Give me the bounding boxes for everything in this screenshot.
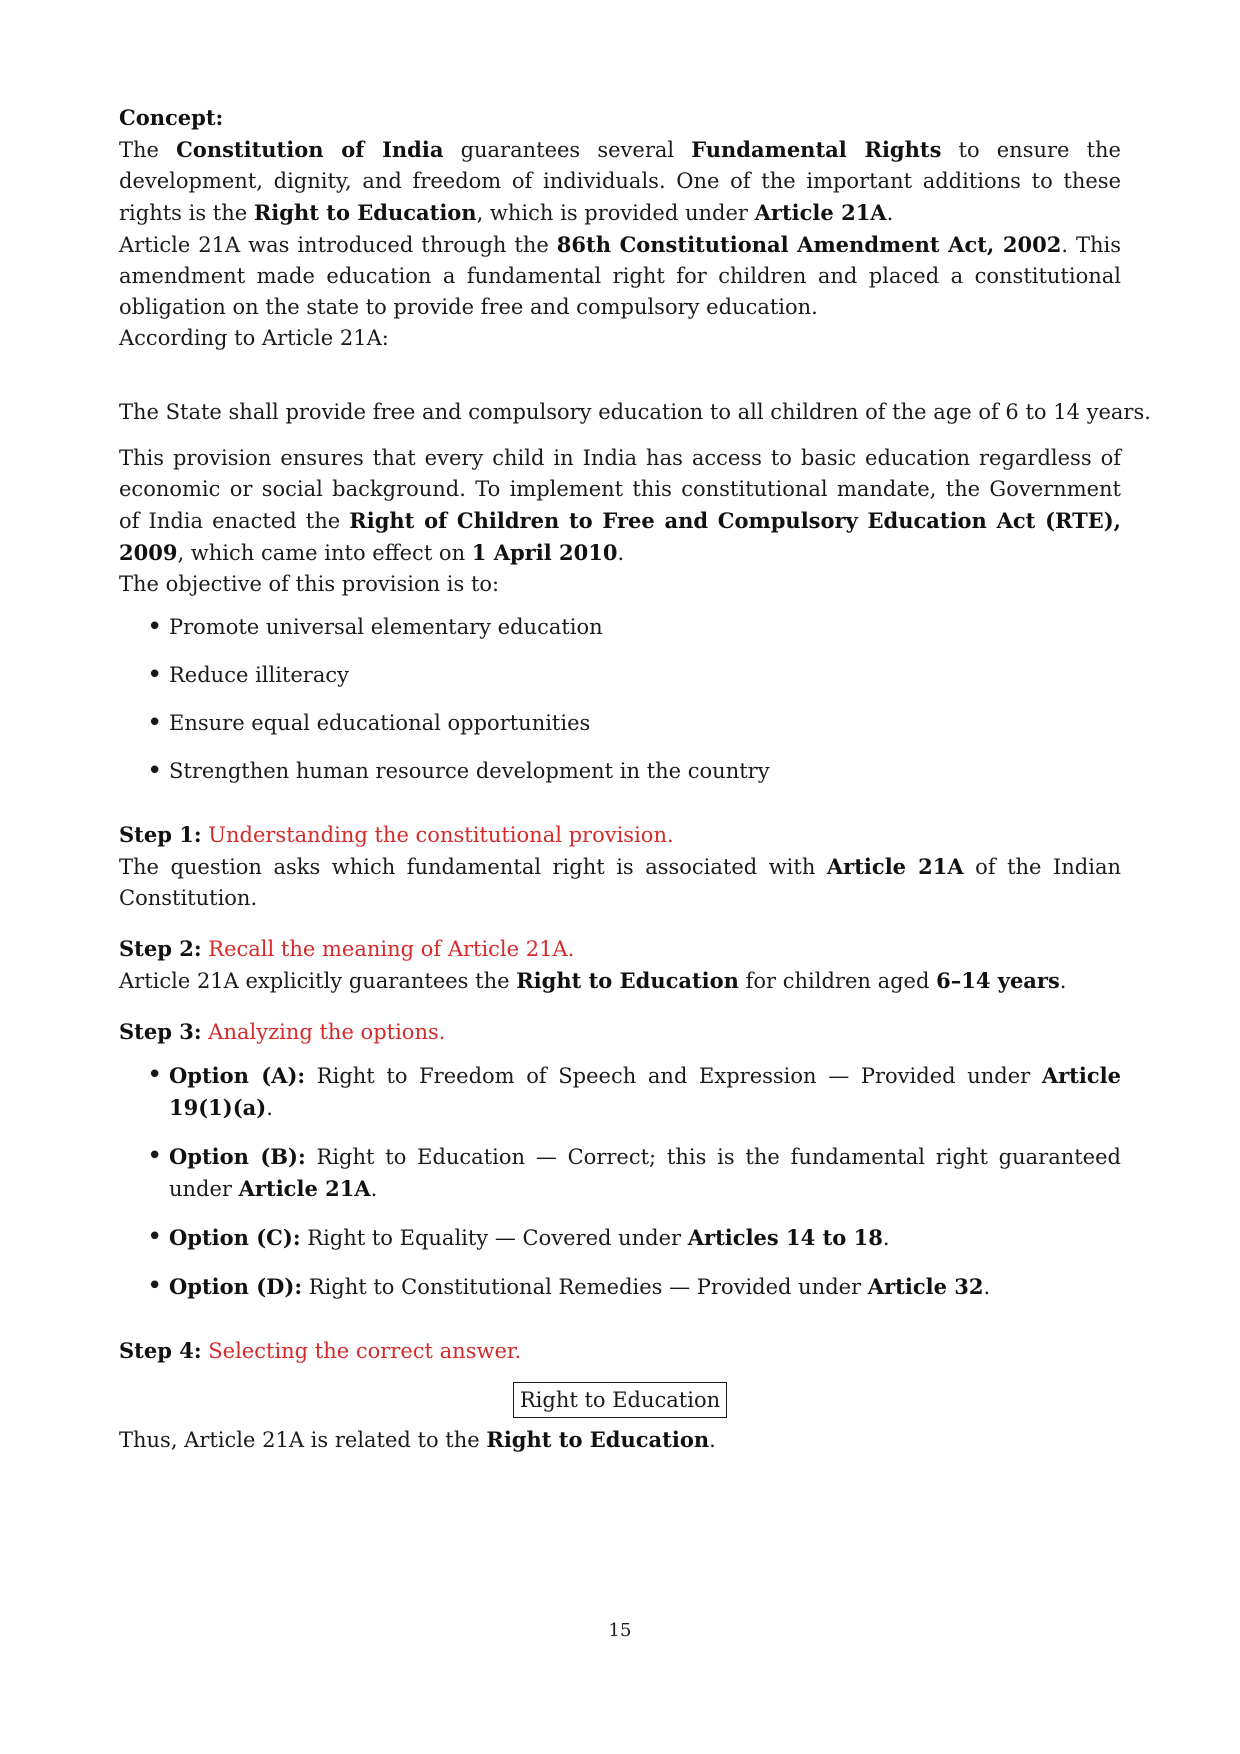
- answer-box: Right to Education: [513, 1382, 727, 1418]
- step-1-text: The question asks which fundamental right is associated with Article 21A of the Indian Constitution.: [119, 854, 1122, 910]
- objectives-list: [119, 612, 1121, 787]
- page-number: 15: [608, 1620, 632, 1641]
- concept-paragraph-5: The objective of this provision is to:: [119, 572, 500, 596]
- option-d: • Option (D): Right to Constitutional Remedies — Provided under Article 32.: [119, 1271, 1121, 1303]
- answer-box-wrap: [119, 1382, 1121, 1418]
- step-3-heading: Step 3: Analyzing the options.: [119, 1019, 446, 1044]
- list-item: • Ensure equal educational opportunities: [119, 708, 1121, 739]
- document-page: [119, 0, 1151, 1456]
- step-4-heading: Step 4: Selecting the correct answer.: [119, 1338, 522, 1363]
- list-item: • Strengthen human resource development in the country: [119, 756, 1121, 787]
- options-list: [119, 1060, 1121, 1303]
- concept-paragraph-2: Article 21A was introduced through the 86th Constitutional Amendment Act, 2002. This amendment made education a fundamental right for children and placed a constitutional obligation on the state to provide free and compulsory education.: [119, 232, 1121, 319]
- list-item: • Reduce illiteracy: [119, 660, 1121, 691]
- step-2-heading: Step 2: Recall the meaning of Article 21A.: [119, 936, 575, 961]
- option-c: • Option (C): Right to Equality — Covered under Articles 14 to 18.: [119, 1222, 1121, 1254]
- concept-paragraph-1: The Constitution of India guarantees several Fundamental Rights to ensure the development, dignity, and freedom of individuals. One of the important additions to these rights is the Right to Education, which is provided under Article 21A.: [119, 137, 1121, 225]
- conclusion-text: Thus, Article 21A is related to the Right to Education.: [119, 1427, 716, 1452]
- option-b: • Option (B): Right to Education — Correct; this is the fundamental right guaranteed under Article 21A.: [119, 1141, 1121, 1205]
- concept-heading: Concept:: [119, 105, 224, 130]
- article-quote: The State shall provide free and compulsory education to all children of the age of 6 to 14 years.: [119, 400, 1151, 424]
- list-item: • Promote universal elementary education: [119, 612, 1121, 643]
- concept-paragraph-3: According to Article 21A:: [119, 326, 389, 350]
- step-2-text: Article 21A explicitly guarantees the Right to Education for children aged 6–14 years.: [119, 968, 1067, 993]
- concept-paragraph-4: This provision ensures that every child in India has access to basic education regardless of economic or social background. To implement this constitutional mandate, the Government of India enacted the Right of Children to Free and Compulsory Education Act (RTE), 2009, which came into effect on 1 April 2010.: [119, 446, 1121, 565]
- step-1-heading: Step 1: Understanding the constitutional provision.: [119, 822, 674, 847]
- option-a: • Option (A): Right to Freedom of Speech and Expression — Provided under Article 19(1)(a).: [119, 1060, 1121, 1124]
